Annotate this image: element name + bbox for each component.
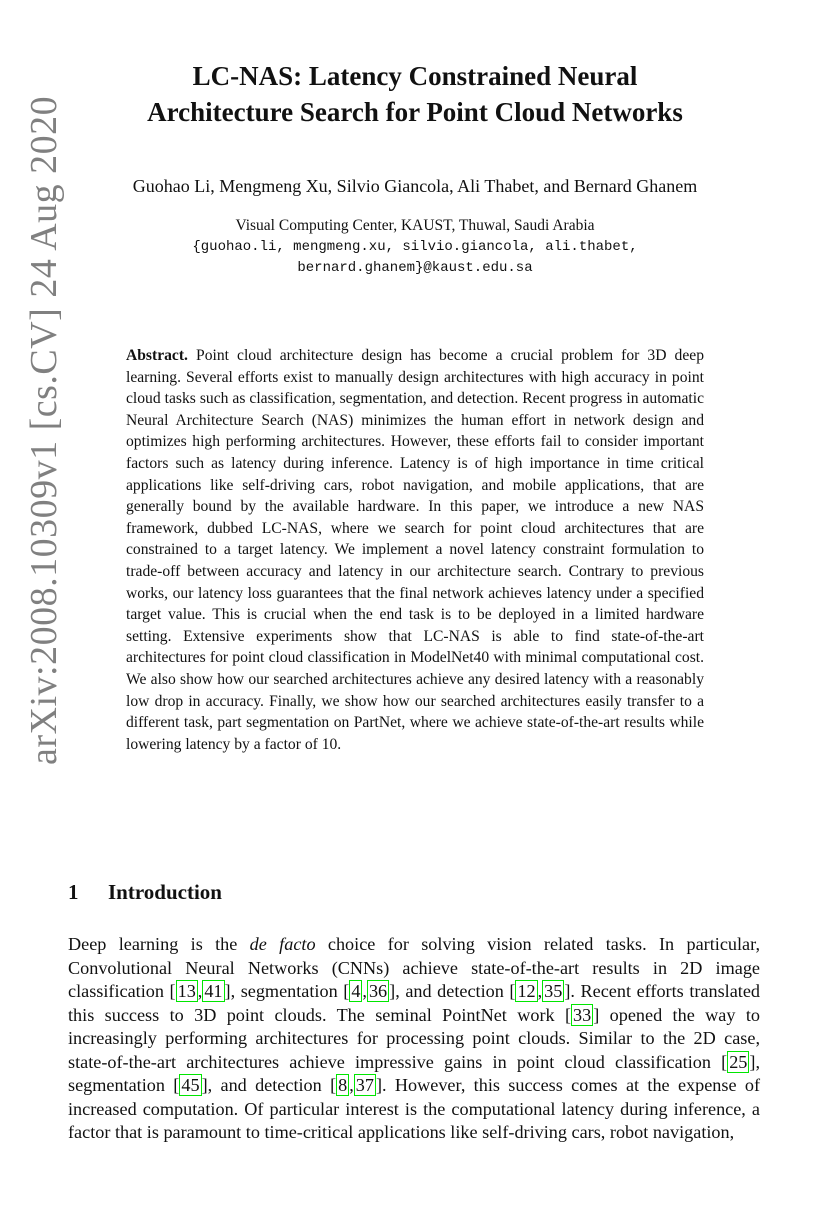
- intro-paragraph: [68, 933, 760, 1145]
- citation-separator: ,: [362, 981, 367, 1001]
- author-list: Guohao Li, Mengmeng Xu, Silvio Giancola, Ali Thabet, and Bernard Ghanem: [132, 176, 698, 196]
- affiliation: Visual Computing Center, KAUST, Thuwal, Saudi Arabia: [235, 217, 595, 234]
- citation-link[interactable]: 25: [729, 1051, 748, 1072]
- intro-text: ], segmentation [: [224, 981, 350, 1001]
- intro-text: ]. However, this success comes at the expense of increased computation. Of particular interest is the computational latency during inference, a factor that is paramount to time-critical applications like self-driving cars, robot navigation,: [68, 1075, 761, 1142]
- section-title: Introduction: [108, 880, 222, 904]
- abstract-label: Abstract.: [126, 347, 188, 364]
- citation-link[interactable]: 45: [181, 1075, 200, 1095]
- author-emails: [60, 237, 770, 279]
- intro-emphasis: de facto: [249, 934, 316, 954]
- citation-link[interactable]: 41: [204, 981, 223, 1001]
- citation-link[interactable]: 35: [544, 981, 563, 1001]
- title-line-2: Architecture Search for Point Cloud Networks: [147, 97, 683, 127]
- citation-link[interactable]: 36: [368, 981, 388, 1001]
- citation-link[interactable]: 4: [351, 981, 361, 1001]
- intro-text: ], and detection [: [389, 981, 516, 1001]
- arxiv-id: arXiv:2008.10309v1 [cs.CV] 24 Aug 2020: [23, 95, 65, 765]
- citation-link[interactable]: 33: [573, 1004, 592, 1025]
- section-number: 1: [68, 880, 79, 904]
- email-line-1: {guohao.li, mengmeng.xu, silvio.giancola, ali.thabet,: [192, 239, 638, 255]
- citation-separator: ,: [537, 981, 543, 1001]
- title-line-1: LC-NAS: Latency Constrained Neural: [192, 61, 638, 91]
- intro-text: Deep learning is the: [68, 934, 250, 954]
- intro-text: ]. Recent efforts translated this success to 3D point clouds. The seminal PointNet work [: [68, 981, 761, 1025]
- section-heading: [68, 880, 222, 905]
- intro-text: ], and detection [: [201, 1075, 337, 1095]
- intro-text: ], segmentation [: [68, 1051, 760, 1095]
- citation-link[interactable]: 8: [338, 1075, 348, 1095]
- citation-separator: ,: [349, 1075, 354, 1095]
- citation-separator: ,: [197, 981, 203, 1001]
- intro-text: ] opened the way to increasingly performing architectures for processing point clouds. Similar to the 2D case, state-of-the-art architectures achieve impressive gains in point cloud classification [: [68, 1004, 760, 1072]
- paper-title: [70, 58, 760, 130]
- abstract-text: Point cloud architecture design has become a crucial problem for 3D deep learning. Several efforts exist to manually design architectures with high accuracy in point cloud tasks such as classification, segmentation, and detection. Recent progress in automatic Neural Architecture Search (NAS) minimizes the human effort in network design and optimizes high performing architectures. However, these efforts fail to consider important factors such as latency during inference. Latency is of high importance in time critical applications like self-driving cars, robot navigation, and mobile applications, that are generally bound by the available hardware. In this paper, we introduce a new NAS framework, dubbed LC-NAS, where we search for point cloud architectures that are constrained to a target latency. We implement a novel latency constraint formulation to trade-off between accuracy and latency in our architecture search. Contrary to previous works, our latency loss guarantees that the final network achieves latency under a specified target value. This is crucial when the end task is to be deployed in a limited hardware setting. Extensive experiments show that LC-NAS is able to find state-of-the-art architectures for point cloud classification in ModelNet40 with minimal computational cost. We also show how our searched architectures achieve any desired latency with a reasonably low drop in accuracy. Finally, we show how our searched architectures easily transfer to a different task, part segmentation on PartNet, where we achieve state-of-the-art results while lowering latency by a factor of 10.: [126, 347, 704, 753]
- citation-link[interactable]: 13: [177, 981, 196, 1001]
- arxiv-stamp: [18, 60, 74, 770]
- intro-text: choice for solving vision related tasks. In particular, Convolutional Neural Networks (CNNs) achieve state-of-the-art results in 2D image classification [: [68, 934, 760, 1001]
- citation-link[interactable]: 12: [517, 981, 536, 1001]
- citation-link[interactable]: 37: [355, 1075, 374, 1095]
- email-line-2: bernard.ghanem}@kaust.edu.sa: [297, 260, 533, 276]
- abstract: [126, 345, 704, 755]
